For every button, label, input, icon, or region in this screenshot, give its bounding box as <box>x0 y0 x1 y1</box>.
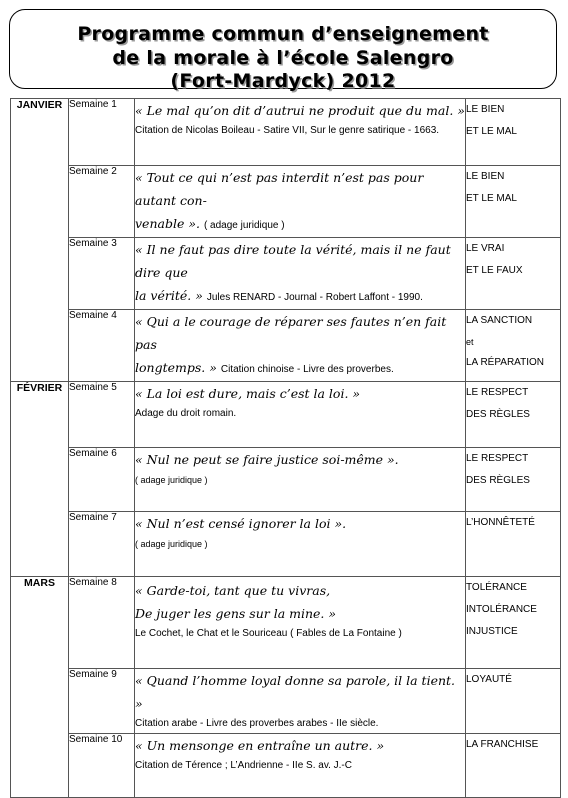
quote-source: ( adage juridique ) <box>135 539 208 549</box>
quote-text: longtemps. » <box>135 360 217 375</box>
quote-text: « Quand l’homme loyal donne sa parole, il la tient. » <box>135 673 456 711</box>
quote-text: « Nul n’est censé ignorer la loi ». <box>135 516 347 531</box>
week-label: Semaine 3 <box>69 238 135 310</box>
week-label: Semaine 1 <box>69 99 135 166</box>
table-row <box>11 669 561 734</box>
theme-line: L’HONNÊTETÉ <box>466 517 535 528</box>
quote-text: « Garde-toi, tant que tu vivras, <box>135 583 331 598</box>
quote-cell <box>135 734 466 798</box>
theme-line: LE VRAI <box>466 243 505 254</box>
month-janvier: JANVIER <box>11 99 69 382</box>
quote-source: Citation arabe - Livre des proverbes arabes - IIe siècle. <box>135 718 379 729</box>
table-row <box>11 734 561 798</box>
theme-cell <box>466 734 561 798</box>
theme-cell <box>466 238 561 310</box>
table-row <box>11 99 561 166</box>
theme-line: ET LE MAL <box>466 126 517 137</box>
week-label: Semaine 10 <box>69 734 135 798</box>
week-label: Semaine 5 <box>69 382 135 448</box>
quote-cell <box>135 382 466 448</box>
theme-cell <box>466 382 561 448</box>
theme-line: et <box>466 337 474 347</box>
quote-cell <box>135 99 466 166</box>
theme-line: ET LE FAUX <box>466 265 523 276</box>
quote-cell <box>135 448 466 512</box>
theme-line: INJUSTICE <box>466 626 518 637</box>
theme-line: LA SANCTION <box>466 315 533 326</box>
title-line-3: (Fort-Mardyck) 2012 <box>170 70 396 92</box>
theme-line: DES RÈGLES <box>466 409 530 420</box>
program-table <box>10 98 561 798</box>
quote-text: « Le mal qu’on dit d’autrui ne produit que du mal. » <box>135 103 465 118</box>
quote-source: Citation chinoise - Livre des proverbes. <box>220 364 394 375</box>
quote-text: « Tout ce qui n’est pas interdit n’est pas pour autant con- <box>135 170 424 208</box>
quote-source: Citation de Térence ; L’Andrienne - IIe S. av. J.-C <box>135 760 352 771</box>
quote-cell <box>135 166 466 238</box>
theme-line: LA FRANCHISE <box>466 739 539 750</box>
week-label: Semaine 8 <box>69 577 135 669</box>
theme-line: LE BIEN <box>466 171 505 182</box>
quote-text: « La loi est dure, mais c’est la loi. » <box>135 386 361 401</box>
theme-line: TOLÉRANCE <box>466 582 527 593</box>
quote-text: « Nul ne peut se faire justice soi-même ». <box>135 452 399 467</box>
week-label: Semaine 2 <box>69 166 135 238</box>
quote-cell <box>135 577 466 669</box>
theme-line: LA RÉPARATION <box>466 357 544 368</box>
quote-text: « Qui a le courage de réparer ses fautes n’en fait pas <box>135 314 447 352</box>
week-label: Semaine 7 <box>69 512 135 577</box>
table-row <box>11 382 561 448</box>
table-row <box>11 310 561 382</box>
theme-cell <box>466 448 561 512</box>
quote-cell <box>135 310 466 382</box>
theme-line: INTOLÉRANCE <box>466 604 537 615</box>
table-row <box>11 238 561 310</box>
quote-text: « Il ne faut pas dire toute la vérité, mais il ne faut dire que <box>135 242 451 280</box>
theme-line: LE BIEN <box>466 104 505 115</box>
title-box <box>9 9 557 92</box>
theme-line: DES RÈGLES <box>466 475 530 486</box>
theme-cell <box>466 669 561 734</box>
month-fevrier: FÉVRIER <box>11 382 69 577</box>
table-row <box>11 448 561 512</box>
week-label: Semaine 4 <box>69 310 135 382</box>
quote-text: « Un mensonge en entraîne un autre. » <box>135 738 385 753</box>
table-row <box>11 166 561 238</box>
table-row <box>11 512 561 577</box>
month-mars: MARS <box>11 577 69 798</box>
theme-line: LOYAUTÉ <box>466 674 512 685</box>
table-row <box>11 577 561 669</box>
title-line-2: de la morale à l’école Salengro <box>112 47 454 69</box>
quote-text: venable ». <box>135 216 200 231</box>
theme-line: ET LE MAL <box>466 193 517 204</box>
week-label: Semaine 9 <box>69 669 135 734</box>
quote-text: De juger les gens sur la mine. » <box>135 606 337 621</box>
quote-cell <box>135 512 466 577</box>
quote-source: ( adage juridique ) <box>203 220 285 231</box>
week-label: Semaine 6 <box>69 448 135 512</box>
quote-cell <box>135 669 466 734</box>
theme-cell <box>466 577 561 669</box>
theme-line: LE RESPECT <box>466 387 529 398</box>
theme-line: LE RESPECT <box>466 453 529 464</box>
quote-source: ( adage juridique ) <box>135 475 208 485</box>
quote-source: Adage du droit romain. <box>135 408 237 419</box>
quote-text: la vérité. » <box>135 288 203 303</box>
quote-source: Citation de Nicolas Boileau - Satire VII, Sur le genre satirique - 1663. <box>135 125 440 136</box>
quote-source: Jules RENARD - Journal - Robert Laffont - 1990. <box>206 292 423 303</box>
title-line-1: Programme commun d’enseignement <box>77 23 489 45</box>
theme-cell <box>466 512 561 577</box>
theme-cell <box>466 166 561 238</box>
theme-cell <box>466 310 561 382</box>
quote-source: Le Cochet, le Chat et le Souriceau ( Fables de La Fontaine ) <box>135 628 402 639</box>
quote-cell <box>135 238 466 310</box>
theme-cell <box>466 99 561 166</box>
